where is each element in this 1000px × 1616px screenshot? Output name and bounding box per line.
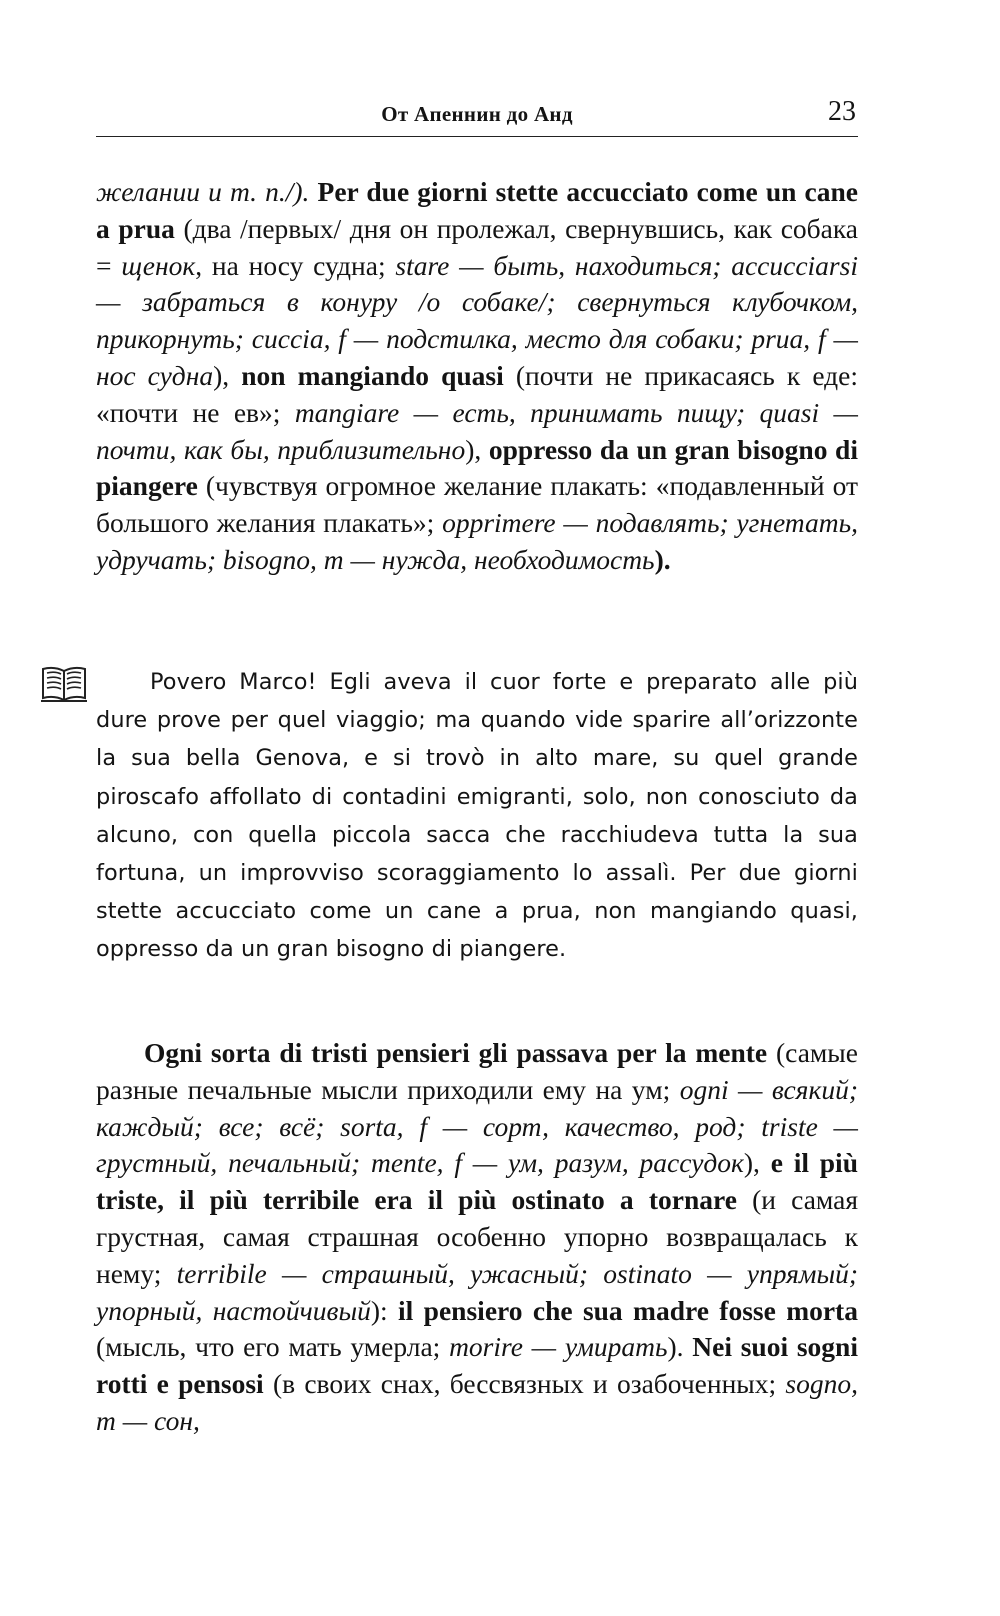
italian-phrase: Per due giorni stette accucciato come un cane a prua: [96, 176, 859, 244]
gloss-text: mangiare — есть, принимать пищу; quasi — почти, как бы, приблизительно: [96, 396, 858, 465]
translation-text: ).: [667, 1331, 693, 1363]
translation-text: (почти не прикасаясь к еде: «почти не ев»;: [96, 359, 858, 428]
open-book-icon: [40, 665, 88, 705]
translation-text: (и самая грустная, самая страшная особенно упорно возвращалась к нему;: [96, 1184, 858, 1289]
running-header: [96, 98, 858, 137]
italian-phrase: non mangiando quasi: [241, 359, 504, 391]
italian-phrase: oppresso da un gran bisogno di piangere: [96, 433, 858, 502]
translation-text: (два /первых/ дня он пролежал, свернувшись, как собака =: [96, 212, 859, 281]
italian-phrase: e il più triste, il più terribile era il più ostinato a tornare: [96, 1147, 858, 1216]
translation-text: ):: [370, 1294, 399, 1326]
gloss-text: щенок: [121, 249, 196, 281]
translation-text: ),: [743, 1147, 771, 1179]
commentary-paragraph-1: [96, 174, 858, 579]
italian-phrase: Nei suoi sogni rotti e pensosi: [96, 1331, 858, 1400]
translation-text: (в своих снах, бессвязных и озабоченных;: [263, 1368, 786, 1400]
running-title: От Апеннин до Анд: [381, 102, 573, 126]
commentary-paragraph-2: [96, 1035, 858, 1440]
gloss-text: terribile — страшный, ужасный; ostinato — упрямый; упорный, настойчивый: [96, 1257, 859, 1326]
gloss-text: morire — умирать: [449, 1331, 668, 1363]
gloss-text: желании и т. п./).: [96, 176, 318, 207]
translation-text: ),: [213, 359, 242, 391]
translation-text: (мысль, что его мать умерла;: [96, 1331, 450, 1363]
gloss-text: sogno, m — сон,: [96, 1368, 858, 1436]
translation-text: ),: [465, 433, 489, 465]
gloss-text: opprimere — подавлять; угнетать, удручать; bisogno, m — нужда, необходимость: [96, 507, 858, 575]
translation-text: (чувствуя огромное желание плакать: «подавленный от большого желания плакать»;: [96, 470, 858, 539]
italian-phrase: Ogni sorta di tristi pensieri gli passava per la mente: [144, 1037, 768, 1068]
italian-original-text: Povero Marco! Egli aveva il cuor forte e preparato alle più dure prove per quel viaggio; ma quando vide sparire all’orizzonte la sua bella Genova, e si trovò in alto mare, su quel grande piroscafo affollato di contadini emigranti, solo, non conosciuto da alcuno, con quella piccola sacca che racchiudeva tutta la sua fortuna, un improvviso scoraggiamento lo assalì. Per due giorni stette accucciato come un cane a prua, non mangiando quasi, oppresso da un gran bisogno di piangere.: [96, 669, 858, 963]
gloss-text: stare — быть, находиться; accucciarsi — забраться в конуру /о собаке/; свернуться клубочком, прикорнуть; cuccia, f — подстилка, место для собаки; prua, f — нос судна: [96, 249, 858, 391]
italian-phrase: il pensiero che sua madre fosse morta: [398, 1294, 858, 1326]
translation-text: , на носу судна;: [195, 249, 396, 281]
italian-phrase: ).: [654, 543, 671, 575]
gloss-text: ogni — всякий; каждый; все; всё; sorta, f — сорт, качество, род; triste — грустный, печальный; mente, f — ум, разум, рассудок: [96, 1073, 858, 1179]
translation-text: (самые разные печальные мысли приходили ему на ум;: [96, 1037, 858, 1105]
page-number: 23: [828, 96, 856, 127]
